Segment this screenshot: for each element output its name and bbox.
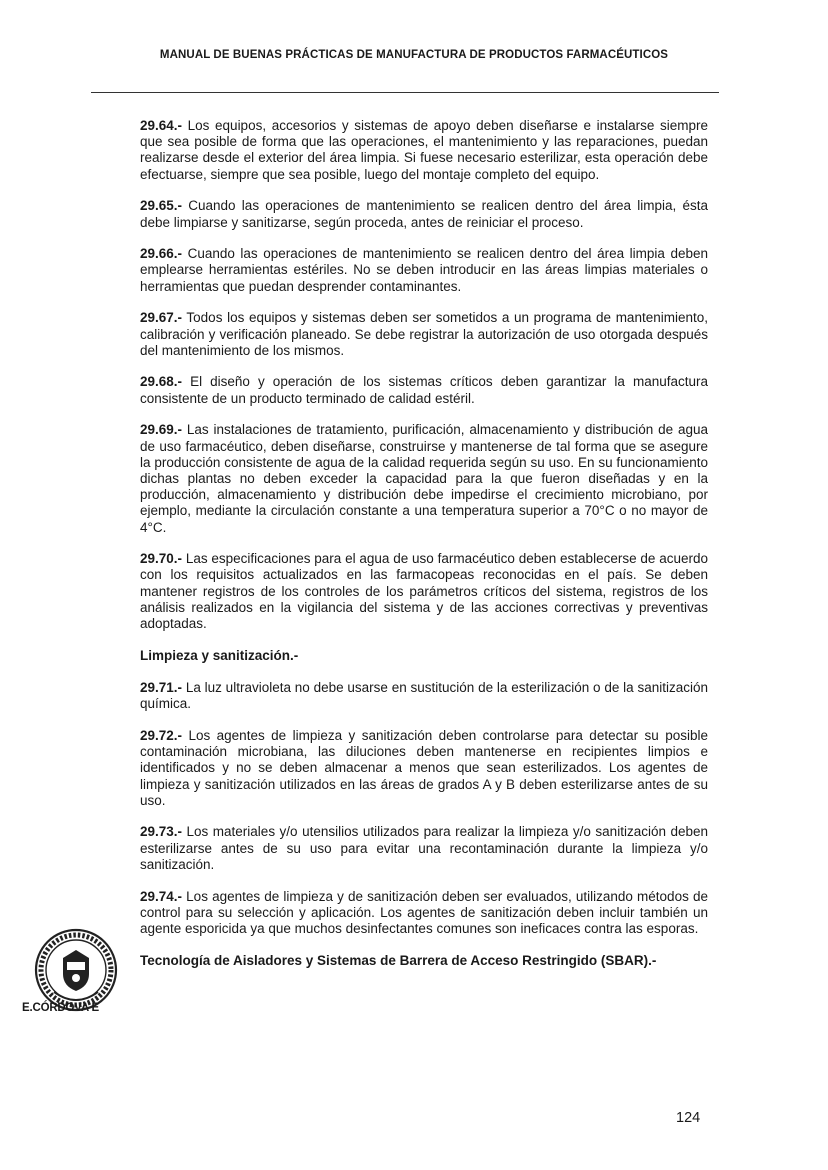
paragraph-29-64 [140,118,708,183]
section-heading-cleaning: Limpieza y sanitización.- [140,647,299,663]
paragraph-29-66 [140,246,708,295]
paragraph-number: 29.67.- [140,310,183,326]
paragraph-29-74 [140,889,708,938]
paragraph-text: Los materiales y/o utensilios utilizados para realizar la limpieza y/o sanitización deben esterilizarse antes de su uso para evitar una recontaminación durante la limpieza y/o sanitización. [140,824,708,872]
paragraph-29-70 [140,551,708,632]
paragraph-29-67 [140,310,708,359]
paragraph-29-68 [140,374,708,406]
paragraph-text: Cuando las operaciones de mantenimiento se realicen dentro del área limpia, ésta debe limpiarse y sanitizarse, según proceda, antes de reiniciar el proceso. [140,198,708,230]
paragraph-number: 29.66.- [140,246,183,262]
header-rule [91,92,719,93]
paragraph-29-72 [140,728,708,809]
paragraph-text: Todos los equipos y sistemas deben ser sometidos a un programa de mantenimiento, calibración y verificación planeado. Se debe registrar la autorización de uso otorgada después del mantenimiento de los mismos. [140,310,708,358]
paragraph-number: 29.69.- [140,422,183,438]
paragraph-text: Cuando las operaciones de mantenimiento se realicen dentro del área limpia deben emplearse herramientas estériles. No se deben introducir en las áreas limpias materiales o herramientas que puedan desprender contaminantes. [140,246,708,294]
paragraph-29-73 [140,824,708,873]
paragraph-number: 29.64.- [140,118,183,133]
document-body [140,118,708,969]
paragraph-text: Los equipos, accesorios y sistemas de apoyo deben diseñarse e instalarse siempre que sea posible de forma que las operaciones, el mantenimiento y las reparaciones, puedan realizarse desde el exterior del área limpia. Si fuese necesario esterilizar, esta operación debe efectuarse, siempre que sea posible, luego del montaje completo del equipo. [140,118,708,182]
paragraph-text: Los agentes de limpieza y de sanitización deben ser evaluados, utilizando métodos de control para su selección y aplicación. Los agentes de sanitización deben incluir también un agente esporicida ya que muchos desinfectantes comunes son ineficaces contra las esporas. [140,888,708,936]
page-number: 124 [676,1110,701,1126]
official-seal-icon [34,928,118,1012]
paragraph-number: 29.71.- [140,679,183,695]
page-header: MANUAL DE BUENAS PRÁCTICAS DE MANUFACTURA DE PRODUCTOS FARMACÉUTICOS [159,49,669,61]
paragraph-text: La luz ultravioleta no debe usarse en sustitución de la esterilización o de la sanitización química. [140,679,708,712]
paragraph-text: Las especificaciones para el agua de uso farmacéutico deben establecerse de acuerdo con los requisitos actualizados en las farmacopeas reconocidas en el país. Se deben mantener registros de los controles de los parámetros críticos del sistema, registros de los análisis realizados en la vigilancia del sistema y de las acciones correctivas y preventivas adoptadas. [140,551,708,632]
paragraph-number: 29.70.- [140,551,183,567]
paragraph-number: 29.72.- [140,727,183,743]
paragraph-text: Las instalaciones de tratamiento, purificación, almacenamiento y distribución de agua de uso farmacéutico, deben diseñarse, construirse y mantenerse de tal forma que se asegure la producción consistente de agua de la calidad requerida según su uso. En su funcionamiento dichas plantas no deben exceder la capacidad para la que fueron diseñadas y en la producción, almacenamiento y distribución debe impedirse el crecimiento microbiano, por ejemplo, mediante la circulación constante a una temperatura superior a 70°C o no mayor de 4°C. [140,422,708,535]
paragraph-number: 29.73.- [140,824,183,840]
stamp-name: E.CÓRDOVA E [22,1002,100,1014]
paragraph-29-69 [140,422,708,535]
paragraph-29-65 [140,198,708,230]
paragraph-text: El diseño y operación de los sistemas críticos deben garantizar la manufactura consistente de un producto terminado de calidad estéril. [140,374,708,406]
paragraph-29-71 [140,680,708,712]
paragraph-number: 29.65.- [140,198,183,214]
paragraph-number: 29.68.- [140,374,183,390]
paragraph-text: Los agentes de limpieza y sanitización deben controlarse para detectar su posible contaminación microbiana, las diluciones deben mantenerse en recipientes limpios e identificados y no se deben almacenar a menos que sean esterilizados. Los agentes de limpieza y sanitización utilizados en las áreas de grados A y B deben esterilizarse antes de su uso. [140,727,708,808]
section-heading-isolators: Tecnología de Aisladores y Sistemas de Barrera de Acceso Restringido (SBAR).- [140,952,657,968]
paragraph-number: 29.74.- [140,888,183,904]
